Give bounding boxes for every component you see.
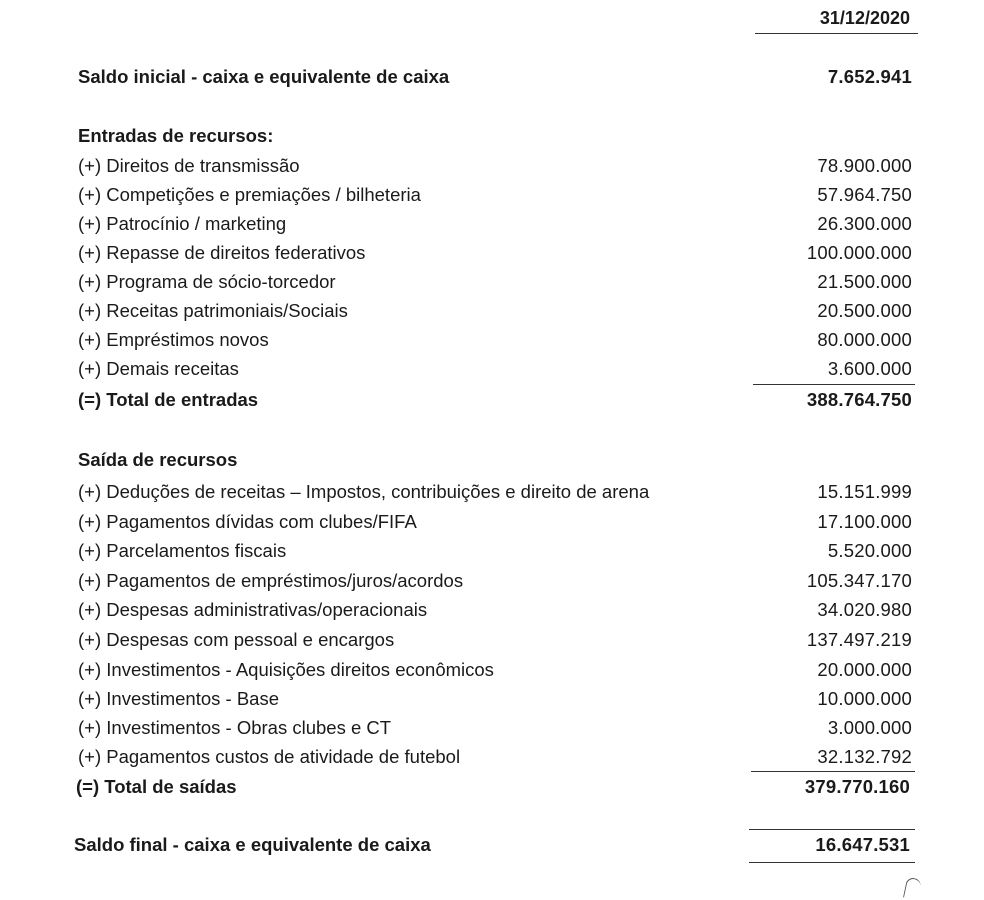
- outflow-row: [78, 717, 912, 741]
- outflow-value: 15.151.999: [817, 481, 912, 502]
- outflow-label: (+) Deduções de receitas – Impostos, contribuições e direito de arena: [78, 481, 650, 502]
- outflow-value: 10.000.000: [817, 688, 912, 709]
- outflow-value: 34.020.980: [817, 599, 912, 620]
- outflow-value: 32.132.792: [817, 746, 912, 767]
- inflow-value: 80.000.000: [817, 329, 912, 350]
- closing-balance-value: 16.647.531: [815, 834, 910, 855]
- outflow-label: (+) Pagamentos de empréstimos/juros/acordos: [78, 570, 464, 591]
- inflow-value: 21.500.000: [817, 271, 912, 292]
- inflow-value: 3.600.000: [827, 358, 912, 379]
- outflows-total-value: 379.770.160: [804, 776, 910, 797]
- inflow-value: 20.500.000: [817, 300, 912, 321]
- outflow-row: [78, 481, 912, 505]
- inflow-row: [78, 155, 912, 179]
- outflow-label: (+) Investimentos - Aquisições direitos econômicos: [78, 659, 494, 680]
- outflow-row: [78, 659, 912, 683]
- header-underline: [755, 33, 918, 34]
- closing-balance-label: Saldo final - caixa e equivalente de caixa: [74, 834, 431, 855]
- inflow-row: [78, 213, 912, 237]
- outflow-row: [78, 599, 912, 623]
- inflow-value: 26.300.000: [817, 213, 912, 234]
- inflow-row: [78, 329, 912, 353]
- outflows-title-text: Saída de recursos: [78, 449, 238, 470]
- inflow-value: 57.964.750: [817, 184, 912, 205]
- closing-balance-top-line: [749, 829, 915, 830]
- inflow-label: (+) Direitos de transmissão: [78, 155, 300, 176]
- inflow-row: [78, 271, 912, 295]
- inflows-total-row: [78, 389, 912, 413]
- inflows-subtotal-line: [753, 384, 915, 385]
- inflows-total-value: 388.764.750: [806, 389, 912, 410]
- outflow-row: [78, 570, 912, 594]
- inflows-total-label: (=) Total de entradas: [78, 389, 259, 410]
- outflow-row: [78, 746, 912, 770]
- outflow-row: [78, 629, 912, 653]
- inflows-title-text: Entradas de recursos:: [78, 125, 274, 146]
- outflows-total-row: [76, 776, 910, 800]
- outflow-row: [78, 688, 912, 712]
- outflow-value: 5.520.000: [827, 540, 912, 561]
- inflow-value: 100.000.000: [806, 242, 912, 263]
- inflow-label: (+) Demais receitas: [78, 358, 239, 379]
- opening-balance-label: Saldo inicial - caixa e equivalente de caixa: [78, 66, 450, 87]
- inflow-label: (+) Receitas patrimoniais/Sociais: [78, 300, 348, 321]
- outflow-label: (+) Investimentos - Obras clubes e CT: [78, 717, 392, 738]
- inflow-label: (+) Programa de sócio-torcedor: [78, 271, 336, 292]
- inflow-label: (+) Repasse de direitos federativos: [78, 242, 366, 263]
- outflow-label: (+) Pagamentos custos de atividade de futebol: [78, 746, 461, 767]
- inflow-label: (+) Patrocínio / marketing: [78, 213, 287, 234]
- inflow-value: 78.900.000: [817, 155, 912, 176]
- outflow-label: (+) Pagamentos dívidas com clubes/FIFA: [78, 511, 417, 532]
- outflow-label: (+) Parcelamentos fiscais: [78, 540, 287, 561]
- outflows-subtotal-line: [751, 771, 915, 772]
- outflow-value: 105.347.170: [806, 570, 912, 591]
- inflow-row: [78, 242, 912, 266]
- outflow-value: 137.497.219: [806, 629, 912, 650]
- inflow-label: (+) Empréstimos novos: [78, 329, 269, 350]
- outflow-row: [78, 511, 912, 535]
- inflow-row: [78, 184, 912, 208]
- outflow-label: (+) Despesas administrativas/operacionais: [78, 599, 428, 620]
- outflow-row: [78, 540, 912, 564]
- inflows-section-title: [78, 125, 912, 149]
- outflow-label: (+) Investimentos - Base: [78, 688, 280, 709]
- outflows-section-title: [78, 449, 912, 473]
- column-date-header: 31/12/2020: [819, 8, 910, 28]
- outflow-value: 20.000.000: [817, 659, 912, 680]
- opening-balance-value: 7.652.941: [827, 66, 912, 87]
- outflows-total-label: (=) Total de saídas: [76, 776, 237, 797]
- opening-balance-row: [78, 66, 912, 90]
- inflow-row: [78, 300, 912, 324]
- outflow-value: 17.100.000: [817, 511, 912, 532]
- outflow-value: 3.000.000: [827, 717, 912, 738]
- inflow-label: (+) Competições e premiações / bilheteria: [78, 184, 421, 205]
- outflow-label: (+) Despesas com pessoal e encargos: [78, 629, 395, 650]
- inflow-row: [78, 358, 912, 382]
- closing-balance-bottom-line: [749, 862, 915, 863]
- closing-balance-row: [74, 834, 910, 858]
